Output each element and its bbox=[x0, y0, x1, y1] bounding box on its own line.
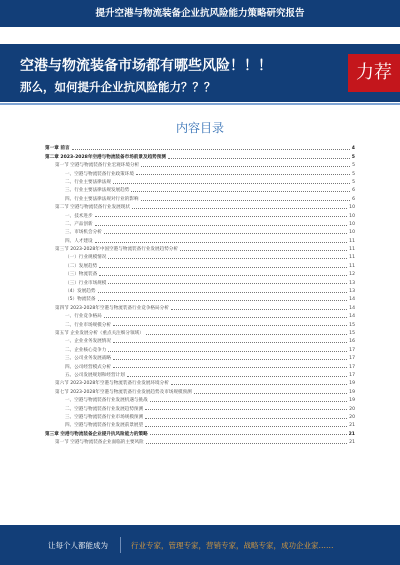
toc-entry-label: 一、企业业务发展情况 bbox=[65, 339, 111, 345]
toc-entry-page: 5 bbox=[352, 171, 355, 177]
toc-leader-dots bbox=[99, 267, 347, 268]
toc-entry-page: 17 bbox=[349, 364, 355, 370]
toc-entry[interactable] bbox=[45, 403, 355, 411]
toc-entry[interactable] bbox=[45, 311, 355, 319]
footer-divider bbox=[120, 537, 121, 553]
toc-entry-label: 四、空港与物流装备行业发展前景展望 bbox=[65, 423, 144, 429]
toc-entry-label: 第四节 2023-2028年空港与物流装备行业竞争格局分析 bbox=[55, 305, 169, 311]
toc-entry-label: （4）发展趋势 bbox=[65, 289, 96, 295]
brand-badge: 力荐 bbox=[348, 54, 400, 92]
hero-headline: 空港与物流装备市场都有哪些风险！！！ bbox=[20, 58, 272, 74]
toc-entry-page: 11 bbox=[349, 263, 355, 269]
hero-divider bbox=[0, 103, 400, 105]
toc-entry-page: 15 bbox=[349, 322, 355, 328]
toc-entry[interactable] bbox=[45, 336, 355, 344]
toc-entry-label: 三、行业主要法律法规发展趋势 bbox=[65, 188, 130, 194]
toc-entry[interactable] bbox=[45, 151, 355, 159]
toc-entry-label: 二、空港与物流装备行业发展趋势预测 bbox=[65, 406, 144, 412]
toc-entry[interactable] bbox=[45, 428, 355, 436]
report-title-bar bbox=[0, 0, 400, 27]
toc-entry[interactable] bbox=[45, 344, 355, 352]
toc-leader-dots bbox=[99, 275, 347, 276]
toc-entry-page: 4 bbox=[351, 146, 355, 152]
toc-entry[interactable] bbox=[45, 370, 355, 378]
toc-entry[interactable] bbox=[45, 302, 355, 310]
toc-entry-label: 第三节 2023-2028年中国空港与物流装备行业发展趋势分析 bbox=[55, 247, 178, 253]
toc-leader-dots bbox=[150, 401, 347, 402]
toc-entry-label: 四、行业主要法律法规对行业的影响 bbox=[65, 196, 139, 202]
toc-entry[interactable] bbox=[45, 193, 355, 201]
toc-entry-page: 14 bbox=[349, 297, 355, 303]
toc-entry-page: 13 bbox=[349, 289, 355, 295]
toc-leader-dots bbox=[127, 376, 347, 377]
toc-entry-label: 第二章 2023-2028年空港与物流装备市场前景及趋势预测 bbox=[45, 154, 166, 160]
toc-entry[interactable] bbox=[45, 395, 355, 403]
toc-entry-page: 16 bbox=[349, 339, 355, 345]
toc-entry-label: 第五节 企业发展分析（重点关注细分领域） bbox=[55, 330, 144, 336]
toc-entry-page: 10 bbox=[349, 205, 355, 211]
toc-entry-label: （三）物流装备 bbox=[65, 272, 98, 278]
toc-entry[interactable] bbox=[45, 168, 355, 176]
toc-leader-dots bbox=[104, 317, 347, 318]
toc-entry[interactable] bbox=[45, 269, 355, 277]
toc-entry-label: 二、企业核心竞争力 bbox=[65, 347, 107, 353]
toc-entry-page: 12 bbox=[349, 272, 355, 278]
toc-entry-label: 三、公司业务发展战略 bbox=[65, 356, 111, 362]
toc-entry[interactable] bbox=[45, 210, 355, 218]
toc-entry-page: 15 bbox=[349, 330, 355, 336]
table-of-contents bbox=[45, 143, 355, 445]
toc-entry[interactable] bbox=[45, 219, 355, 227]
toc-entry-label: 一、空港与物流装备行业发展机遇与挑战 bbox=[65, 398, 148, 404]
toc-entry-page: 6 bbox=[352, 188, 355, 194]
toc-entry[interactable] bbox=[45, 437, 355, 445]
toc-entry-label: （一）行业规模情况 bbox=[65, 255, 107, 261]
toc-entry[interactable] bbox=[45, 177, 355, 185]
toc-entry-page: 10 bbox=[349, 213, 355, 219]
toc-leader-dots bbox=[132, 208, 347, 209]
footer-roles: 行业专家，管理专家，营销专家，战略专家，成功企业家…… bbox=[131, 541, 334, 550]
toc-entry-page: 10 bbox=[349, 221, 355, 227]
toc-entry[interactable] bbox=[45, 235, 355, 243]
toc-entry[interactable] bbox=[45, 328, 355, 336]
toc-leader-dots bbox=[171, 384, 347, 385]
toc-entry[interactable] bbox=[45, 202, 355, 210]
toc-entry-page: 17 bbox=[349, 347, 355, 353]
toc-entry-page: 17 bbox=[349, 356, 355, 362]
toc-entry-page: 6 bbox=[352, 196, 355, 202]
toc-entry-page: 20 bbox=[349, 414, 355, 420]
toc-entry-label: 第二节 空港与物流装备行业发展现状 bbox=[55, 205, 130, 211]
toc-entry-page: 17 bbox=[349, 372, 355, 378]
toc-entry-page: 14 bbox=[349, 305, 355, 311]
toc-leader-dots bbox=[136, 174, 350, 175]
toc-entry[interactable] bbox=[45, 227, 355, 235]
toc-leader-dots bbox=[98, 300, 348, 301]
toc-leader-dots bbox=[113, 325, 347, 326]
toc-entry-page: 21 bbox=[348, 431, 355, 437]
hero-banner bbox=[0, 44, 400, 102]
toc-leader-dots bbox=[113, 183, 350, 184]
toc-entry[interactable] bbox=[45, 353, 355, 361]
toc-entry-label: 五、公司发展规划和经营计划 bbox=[65, 372, 125, 378]
toc-leader-dots bbox=[113, 359, 347, 360]
toc-entry-label: 二、行业市场规模分析 bbox=[65, 322, 111, 328]
toc-entry-page: 14 bbox=[349, 314, 355, 320]
toc-leader-dots bbox=[141, 200, 351, 201]
toc-entry-page: 5 bbox=[352, 179, 355, 185]
toc-leader-dots bbox=[113, 367, 347, 368]
toc-entry-page: 11 bbox=[349, 255, 355, 261]
toc-leader-dots bbox=[113, 342, 347, 343]
toc-entry-label: 三、市场机会分析 bbox=[65, 230, 102, 236]
footer-banner bbox=[0, 525, 400, 565]
toc-entry-page: 11 bbox=[349, 238, 355, 244]
toc-entry-label: （二）发展趋势 bbox=[65, 263, 98, 269]
toc-entry-label: 四、公司经营模式分析 bbox=[65, 364, 111, 370]
toc-entry-label: 一、行业竞争格局 bbox=[65, 314, 102, 320]
toc-leader-dots bbox=[180, 250, 347, 251]
toc-entry-page: 10 bbox=[349, 230, 355, 236]
toc-entry-label: 第七节 2023-2028年空港与物流装备行业发展趋势及市场规模预测 bbox=[55, 389, 192, 395]
toc-entry-label: 二、产品创新 bbox=[65, 221, 93, 227]
toc-entry[interactable] bbox=[45, 185, 355, 193]
toc-entry-label: 三、空港与物流装备行业市场规模预测 bbox=[65, 414, 144, 420]
toc-entry-label: 四、人才建设 bbox=[65, 238, 93, 244]
toc-entry-label: 一、空港与物流装备行业政策环境 bbox=[65, 171, 134, 177]
toc-entry[interactable] bbox=[45, 386, 355, 394]
toc-leader-dots bbox=[131, 191, 350, 192]
toc-leader-dots bbox=[145, 426, 347, 427]
toc-leader-dots bbox=[145, 409, 347, 410]
hero-subheadline: 那么，如何提升企业抗风险能力？？？ bbox=[20, 80, 216, 94]
toc-entry[interactable] bbox=[45, 294, 355, 302]
toc-leader-dots bbox=[95, 225, 348, 226]
toc-leader-dots bbox=[95, 242, 348, 243]
toc-entry-label: 第一节 空港与物流装备行业宏观环境分析 bbox=[55, 163, 140, 169]
toc-entry[interactable] bbox=[45, 252, 355, 260]
toc-entry-page: 11 bbox=[349, 247, 355, 253]
report-title: 提升空港与物流装备企业抗风险能力策略研究报告 bbox=[95, 8, 305, 19]
footer-slogan: 让每个人都能成为 bbox=[48, 541, 108, 550]
toc-entry-page: 21 bbox=[349, 440, 355, 446]
toc-entry[interactable] bbox=[45, 361, 355, 369]
toc-entry-label: （三）行业市场规模 bbox=[65, 280, 107, 286]
toc-entry[interactable] bbox=[45, 160, 355, 168]
toc-entry[interactable] bbox=[45, 286, 355, 294]
toc-entry-page: 5 bbox=[352, 163, 355, 169]
toc-entry-page: 13 bbox=[349, 280, 355, 286]
toc-entry[interactable] bbox=[45, 143, 355, 151]
toc-entry-page: 21 bbox=[349, 423, 355, 429]
toc-title: 内容目录 bbox=[175, 121, 224, 135]
toc-leader-dots bbox=[95, 216, 348, 217]
toc-leader-dots bbox=[146, 443, 347, 444]
toc-leader-dots bbox=[108, 258, 347, 259]
toc-entry-label: （5）物流装备 bbox=[65, 297, 96, 303]
toc-entry-label: 一、技术进步 bbox=[65, 213, 93, 219]
toc-entry[interactable] bbox=[45, 420, 355, 428]
toc-entry-label: 第一章 前言 bbox=[45, 146, 70, 152]
toc-entry[interactable] bbox=[45, 244, 355, 252]
toc-entry-label: 第三章 空港与物流装备企业提升抗风险能力的策略 bbox=[45, 431, 148, 437]
toc-leader-dots bbox=[108, 351, 347, 352]
toc-leader-dots bbox=[168, 158, 350, 159]
toc-entry-label: 第六节 2023-2028年空港与物流装备行业发展环境分析 bbox=[55, 381, 169, 387]
toc-entry[interactable] bbox=[45, 260, 355, 268]
toc-entry[interactable] bbox=[45, 277, 355, 285]
toc-entry[interactable] bbox=[45, 378, 355, 386]
toc-leader-dots bbox=[171, 309, 347, 310]
toc-leader-dots bbox=[150, 434, 347, 435]
toc-entry-page: 19 bbox=[349, 381, 355, 387]
toc-leader-dots bbox=[194, 393, 347, 394]
toc-entry-page: 5 bbox=[351, 154, 355, 160]
toc-leader-dots bbox=[98, 292, 348, 293]
toc-entry-page: 19 bbox=[349, 389, 355, 395]
toc-entry-label: 二、行业主要法律法规 bbox=[65, 179, 111, 185]
toc-leader-dots bbox=[145, 418, 347, 419]
toc-leader-dots bbox=[108, 283, 347, 284]
toc-entry-label: 第一节 空港与物流装备企业面临的主要风险 bbox=[55, 440, 144, 446]
toc-entry[interactable] bbox=[45, 412, 355, 420]
toc-entry-page: 19 bbox=[349, 398, 355, 404]
toc-leader-dots bbox=[146, 334, 347, 335]
toc-entry-page: 20 bbox=[349, 406, 355, 412]
toc-entry[interactable] bbox=[45, 319, 355, 327]
toc-leader-dots bbox=[141, 166, 350, 167]
toc-leader-dots bbox=[72, 149, 350, 150]
toc-leader-dots bbox=[104, 233, 347, 234]
